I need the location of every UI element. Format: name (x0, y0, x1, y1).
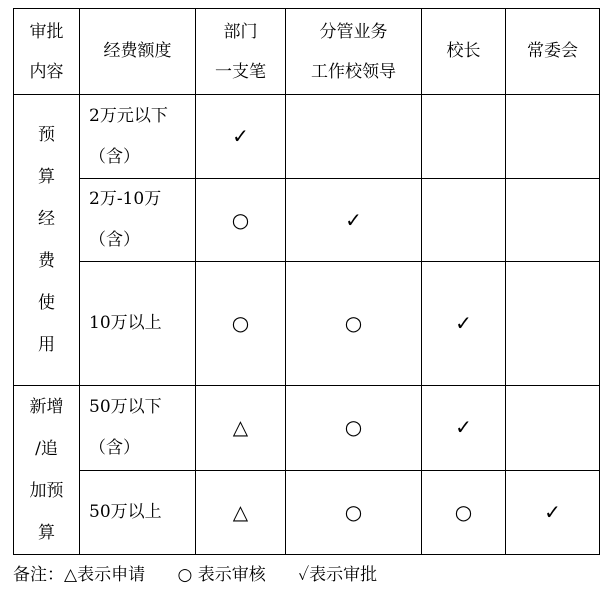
dept-mark: △ (196, 470, 286, 555)
table-row (14, 179, 600, 262)
leader-mark: ○ (286, 386, 422, 471)
committee-mark (506, 386, 600, 471)
header-leader: 分管业务 工作校领导 (286, 9, 422, 95)
header-type: 审批 内容 (14, 9, 80, 95)
dept-mark: ✓ (196, 95, 286, 179)
header-dept: 部门 一支笔 (196, 9, 286, 95)
dept-mark: ○ (196, 179, 286, 262)
legend-note (13, 560, 377, 585)
group-new: 新增 /追 加预 算 (14, 386, 80, 555)
principal-mark: ✓ (422, 262, 506, 386)
table-row (14, 95, 600, 179)
committee-mark (506, 95, 600, 179)
group-budget: 预 算 经 费 使 用 (14, 95, 80, 386)
dept-mark: △ (196, 386, 286, 471)
committee-mark (506, 179, 600, 262)
principal-mark: ✓ (422, 386, 506, 471)
note-review: ○ 表示审核 (177, 565, 266, 585)
amount-cell: 2万元以下 （含） (80, 95, 196, 179)
leader-mark: ✓ (286, 179, 422, 262)
principal-mark: ○ (422, 470, 506, 555)
leader-mark: ○ (286, 262, 422, 386)
committee-mark: ✓ (506, 470, 600, 555)
header-committee: 常委会 (506, 9, 600, 95)
dept-mark: ○ (196, 262, 286, 386)
amount-cell: 2万-10万 （含） (80, 179, 196, 262)
amount-cell: 10万以上 (80, 262, 196, 386)
committee-mark (506, 262, 600, 386)
amount-cell: 50万以下 （含） (80, 386, 196, 471)
leader-mark (286, 95, 422, 179)
header-principal: 校长 (422, 9, 506, 95)
amount-cell: 50万以上 (80, 470, 196, 555)
principal-mark (422, 179, 506, 262)
table-header-row (14, 9, 600, 95)
header-amount: 经费额度 (80, 9, 196, 95)
principal-mark (422, 95, 506, 179)
table-row (14, 386, 600, 471)
note-label: 备注： (13, 565, 64, 585)
note-approve: ✓表示审批 (298, 565, 378, 585)
leader-mark: ○ (286, 470, 422, 555)
table-row (14, 262, 600, 386)
table-row (14, 470, 600, 555)
approval-table (13, 8, 600, 555)
note-apply: △表示申请 (64, 565, 146, 585)
